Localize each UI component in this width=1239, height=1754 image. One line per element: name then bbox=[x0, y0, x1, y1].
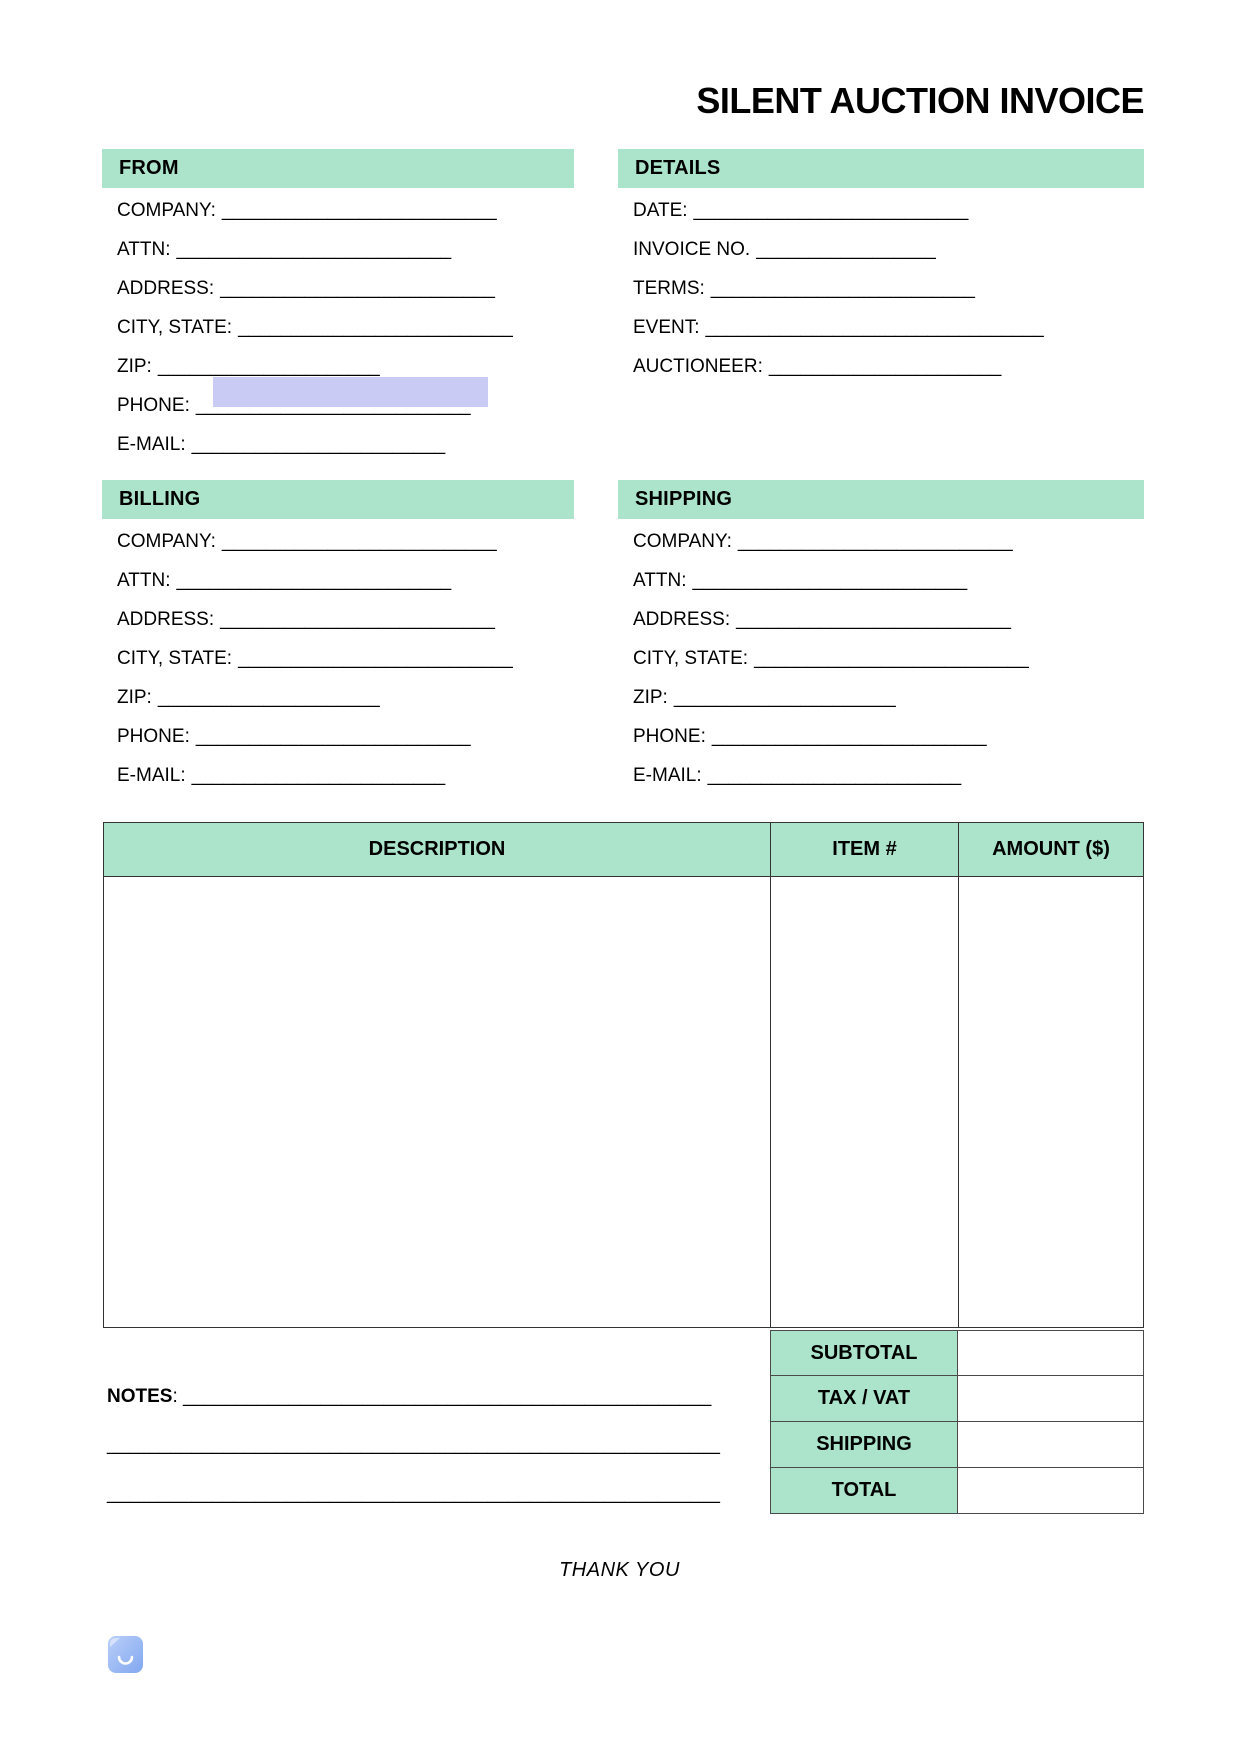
field-row-billing-zip bbox=[102, 678, 574, 717]
section-details-header: DETAILS bbox=[618, 149, 1144, 188]
section-details-fields bbox=[618, 188, 1144, 386]
section-shipping-header: SHIPPING bbox=[618, 480, 1144, 519]
shipping-value-cell bbox=[958, 1422, 1144, 1468]
field-blank-line-details-terms: _________________________ bbox=[710, 278, 975, 299]
field-blank-line-details-invoice-no: _________________ bbox=[756, 239, 936, 260]
field-row-shipping-zip bbox=[618, 678, 1144, 717]
field-row-billing-address bbox=[102, 600, 574, 639]
section-billing-header: BILLING bbox=[102, 480, 574, 519]
field-label-details-auctioneer: AUCTIONEER: bbox=[633, 356, 763, 377]
field-blank-line-shipping-address: __________________________ bbox=[736, 609, 1011, 630]
summary-row-total bbox=[770, 1468, 1144, 1514]
section-shipping-fields bbox=[618, 519, 1144, 795]
notes-colon: : bbox=[172, 1386, 178, 1407]
tax-vat-label: TAX / VAT bbox=[770, 1376, 958, 1422]
field-blank-line-from-phone[interactable]: __________________________ bbox=[195, 395, 471, 416]
field-blank-line-billing-company: __________________________ bbox=[221, 531, 497, 552]
items-table-body bbox=[103, 877, 1144, 1328]
subtotal-value-cell bbox=[958, 1330, 1144, 1376]
field-blank-line-from-attn: __________________________ bbox=[176, 239, 452, 260]
field-blank-line-from-zip: _____________________ bbox=[157, 356, 380, 377]
summary-table bbox=[770, 1330, 1144, 1514]
section-shipping bbox=[618, 480, 1144, 795]
section-from-header: FROM bbox=[102, 149, 574, 188]
field-label-from-company: COMPANY: bbox=[117, 200, 216, 221]
field-row-details-event bbox=[618, 308, 1144, 347]
page-title: SILENT AUCTION INVOICE bbox=[696, 80, 1144, 121]
field-label-billing-address: ADDRESS: bbox=[117, 609, 215, 630]
total-label: TOTAL bbox=[770, 1468, 958, 1514]
field-label-from-attn: ATTN: bbox=[117, 239, 171, 260]
field-label-billing-attn: ATTN: bbox=[117, 570, 171, 591]
field-blank-line-from-email: ________________________ bbox=[191, 434, 446, 455]
field-row-details-invoice-no bbox=[618, 230, 1144, 269]
field-row-shipping-address bbox=[618, 600, 1144, 639]
field-row-shipping-city-state bbox=[618, 639, 1144, 678]
field-row-from-company bbox=[102, 191, 574, 230]
field-blank-line-details-auctioneer: ______________________ bbox=[768, 356, 1002, 377]
field-row-billing-phone bbox=[102, 717, 574, 756]
field-blank-line-billing-city-state: __________________________ bbox=[238, 648, 513, 669]
total-value-cell bbox=[958, 1468, 1144, 1514]
field-label-shipping-email: E-MAIL: bbox=[633, 765, 702, 786]
field-row-details-terms bbox=[618, 269, 1144, 308]
thank-you-message: THANK YOU bbox=[559, 1559, 680, 1581]
section-from-fields bbox=[102, 188, 574, 464]
field-row-from-city-state bbox=[102, 308, 574, 347]
field-label-shipping-phone: PHONE: bbox=[633, 726, 706, 747]
field-label-details-invoice-no: INVOICE NO. bbox=[633, 239, 751, 260]
field-blank-line-billing-zip: _____________________ bbox=[157, 687, 380, 708]
smiling-document-logo-icon bbox=[108, 1636, 143, 1673]
section-billing bbox=[102, 480, 574, 795]
column-header-item-number: ITEM # bbox=[771, 823, 959, 876]
subtotal-label: SUBTOTAL bbox=[770, 1330, 958, 1376]
field-blank-line-details-date: __________________________ bbox=[693, 200, 969, 221]
field-row-shipping-attn bbox=[618, 561, 1144, 600]
field-blank-line-shipping-phone: __________________________ bbox=[711, 726, 987, 747]
notes-label: NOTES bbox=[107, 1386, 173, 1407]
field-label-billing-zip: ZIP: bbox=[117, 687, 152, 708]
field-blank-line-billing-attn: __________________________ bbox=[176, 570, 452, 591]
column-header-amount: AMOUNT ($) bbox=[992, 838, 1110, 860]
field-label-from-phone: PHONE: bbox=[117, 395, 190, 416]
field-row-billing-email bbox=[102, 756, 574, 795]
field-blank-line-shipping-email: ________________________ bbox=[707, 765, 962, 786]
field-row-details-auctioneer bbox=[618, 347, 1144, 386]
field-blank-line-from-company: __________________________ bbox=[221, 200, 497, 221]
field-row-details-date bbox=[618, 191, 1144, 230]
field-row-from-zip bbox=[102, 347, 574, 386]
field-blank-line-shipping-company: __________________________ bbox=[737, 531, 1013, 552]
field-label-billing-company: COMPANY: bbox=[117, 531, 216, 552]
field-label-shipping-zip: ZIP: bbox=[633, 687, 668, 708]
field-row-from-attn bbox=[102, 230, 574, 269]
amount-column-cell bbox=[959, 877, 1143, 1327]
field-blank-line-billing-phone: __________________________ bbox=[195, 726, 471, 747]
notes-row bbox=[107, 1386, 711, 1408]
notes-line-1: __________________________________________________ bbox=[183, 1386, 712, 1407]
items-table bbox=[103, 822, 1144, 1328]
field-label-billing-email: E-MAIL: bbox=[117, 765, 186, 786]
field-label-from-city-state: CITY, STATE: bbox=[117, 317, 233, 338]
shipping-label: SHIPPING bbox=[770, 1422, 958, 1468]
field-blank-line-shipping-city-state: __________________________ bbox=[754, 648, 1029, 669]
items-table-header bbox=[103, 822, 1144, 877]
field-blank-line-billing-address: __________________________ bbox=[220, 609, 495, 630]
section-details bbox=[618, 149, 1144, 386]
field-row-billing-city-state bbox=[102, 639, 574, 678]
notes-line-2: __________________________________________________________ bbox=[107, 1434, 720, 1455]
field-blank-line-from-address: __________________________ bbox=[220, 278, 495, 299]
field-row-billing-attn bbox=[102, 561, 574, 600]
summary-row-subtotal bbox=[770, 1330, 1144, 1376]
field-row-from-phone bbox=[102, 386, 574, 425]
field-label-shipping-address: ADDRESS: bbox=[633, 609, 731, 630]
field-blank-line-details-event: ________________________________ bbox=[705, 317, 1044, 338]
field-blank-line-billing-email: ________________________ bbox=[191, 765, 446, 786]
field-label-from-zip: ZIP: bbox=[117, 356, 152, 377]
section-from bbox=[102, 149, 574, 464]
field-row-shipping-email bbox=[618, 756, 1144, 795]
field-label-shipping-company: COMPANY: bbox=[633, 531, 732, 552]
field-blank-line-shipping-attn: __________________________ bbox=[692, 570, 968, 591]
field-label-from-email: E-MAIL: bbox=[117, 434, 186, 455]
field-label-billing-city-state: CITY, STATE: bbox=[117, 648, 233, 669]
description-column-cell bbox=[104, 877, 771, 1327]
column-header-description: DESCRIPTION bbox=[104, 823, 771, 876]
notes-line-3: __________________________________________________________ bbox=[107, 1483, 720, 1504]
item-number-column-cell bbox=[771, 877, 959, 1327]
field-label-details-terms: TERMS: bbox=[633, 278, 705, 299]
field-row-shipping-company bbox=[618, 522, 1144, 561]
field-row-from-email bbox=[102, 425, 574, 464]
field-blank-line-shipping-zip: _____________________ bbox=[673, 687, 896, 708]
tax-vat-value-cell bbox=[958, 1376, 1144, 1422]
field-row-from-address bbox=[102, 269, 574, 308]
field-row-shipping-phone bbox=[618, 717, 1144, 756]
summary-row-tax-vat bbox=[770, 1376, 1144, 1422]
field-label-shipping-city-state: CITY, STATE: bbox=[633, 648, 749, 669]
field-label-details-event: EVENT: bbox=[633, 317, 700, 338]
field-blank-line-from-city-state: __________________________ bbox=[238, 317, 513, 338]
field-label-details-date: DATE: bbox=[633, 200, 688, 221]
field-label-billing-phone: PHONE: bbox=[117, 726, 190, 747]
summary-row-shipping bbox=[770, 1422, 1144, 1468]
section-billing-fields bbox=[102, 519, 574, 795]
field-row-billing-company bbox=[102, 522, 574, 561]
field-label-from-address: ADDRESS: bbox=[117, 278, 215, 299]
field-label-shipping-attn: ATTN: bbox=[633, 570, 687, 591]
